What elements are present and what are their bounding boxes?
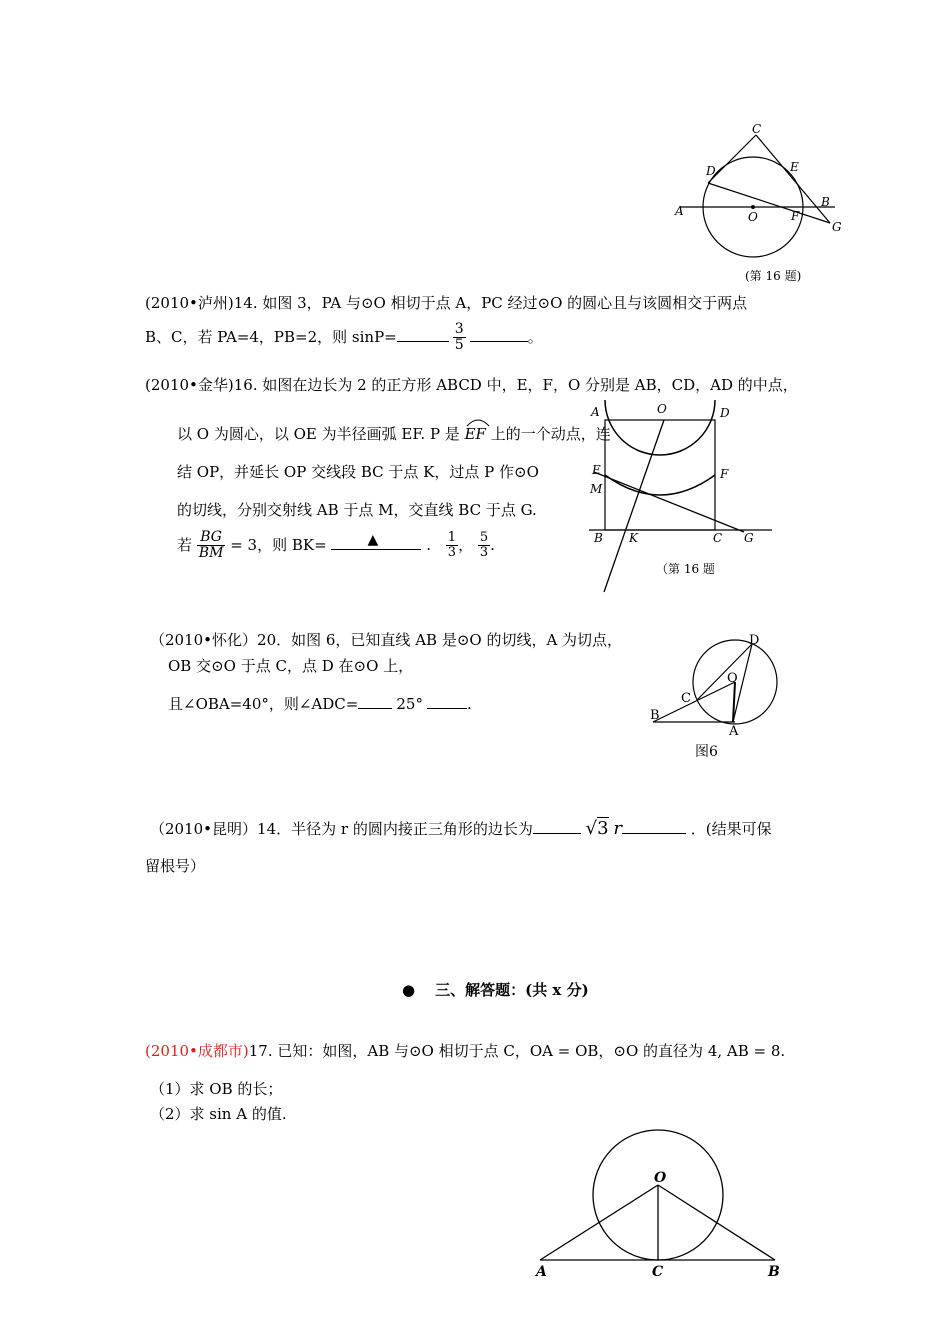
q5-source: (2010•成都市) xyxy=(145,1042,249,1060)
answer-marker: ▲ xyxy=(367,531,379,548)
svg-text:图6: 图6 xyxy=(695,744,718,760)
figure-square xyxy=(584,400,784,595)
q5-sub2: （2）求 sin A 的值. xyxy=(150,1105,287,1123)
section-header: ● 三、解答题：(共 x 分) xyxy=(402,981,589,999)
svg-text:O: O xyxy=(748,210,758,224)
q1-line1: (2010•泸州)14. 如图 3，PA 与⊙O 相切于点 A，PC 经过⊙O 的圆心且与该圆相交于两点 xyxy=(145,294,748,312)
svg-text:F: F xyxy=(720,467,729,481)
q2-line4: 的切线，分别交射线 AB 于点 M，交直线 BC 于点 G. xyxy=(177,501,537,519)
svg-text:D: D xyxy=(706,164,716,178)
svg-text:O: O xyxy=(727,671,738,686)
svg-text:A: A xyxy=(675,204,684,218)
svg-text:E: E xyxy=(592,463,601,477)
svg-text:K: K xyxy=(629,531,638,545)
svg-text:A: A xyxy=(591,405,600,419)
q5-line1: (2010•成都市)17. 已知：如图，AB 与⊙O 相切于点 C，OA = OB，⊙O 的直径为 4, AB = 8. xyxy=(145,1042,786,1060)
svg-text:C: C xyxy=(652,1264,664,1280)
svg-text:（第 16 题: （第 16 题 xyxy=(656,562,715,576)
svg-text:B: B xyxy=(821,195,830,209)
svg-text:G: G xyxy=(744,531,754,545)
svg-text:G: G xyxy=(832,220,842,234)
svg-text:C: C xyxy=(713,531,723,545)
svg-text:B: B xyxy=(768,1264,780,1280)
svg-text:C: C xyxy=(681,691,691,706)
q3-line1: （2010•怀化）20．如图 6，已知直线 AB 是⊙O 的切线，A 为切点， xyxy=(150,631,623,649)
figure-16-circle xyxy=(670,118,850,288)
q3-line2: OB 交⊙O 于点 C，点 D 在⊙O 上， xyxy=(168,657,414,675)
svg-text:D: D xyxy=(720,406,730,420)
arc-ef-label: EF xyxy=(464,425,486,443)
q2-line2: 以 O 为圆心，以 OE 为半径画弧 EF. P 是 EF 上的一个动点，连 xyxy=(177,423,611,444)
q2-line5: 若 $\frac{BG}{BM}$ = 3，则 BK= ▲ . $\frac{1}{3}$ ， $\frac{5}{3}$ . xyxy=(177,529,495,562)
svg-text:O: O xyxy=(657,402,667,416)
svg-text:A: A xyxy=(536,1264,547,1280)
svg-text:B: B xyxy=(650,708,660,723)
label-c: C xyxy=(752,122,762,136)
svg-text:F: F xyxy=(791,209,800,223)
figure-tangent xyxy=(530,1120,790,1280)
svg-text:M: M xyxy=(590,482,603,496)
q5-sub1: （1）求 OB 的长； xyxy=(150,1080,283,1098)
q3-line3: 且∠OBA=40°，则∠ADC= 25° . xyxy=(168,695,472,713)
svg-text:D: D xyxy=(749,633,760,648)
q2-line3: 结 OP，并延长 OP 交线段 BC 于点 K，过点 P 作⊙O xyxy=(177,463,539,481)
svg-text:B: B xyxy=(594,531,603,545)
q4-line2: 留根号） xyxy=(145,857,206,875)
figure-caption: (第 16 题) xyxy=(745,269,802,283)
svg-text:E: E xyxy=(790,160,799,174)
svg-text:O: O xyxy=(654,1170,667,1186)
figure-6 xyxy=(645,632,785,762)
q1-line2: B、C，若 PA=4，PB=2，则 sinP= $\frac{3}{5}$ 。 xyxy=(145,321,543,354)
svg-text:A: A xyxy=(729,724,739,739)
q2-line1: (2010•金华)16. 如图在边长为 2 的正方形 ABCD 中，E，F，O 分别是 AB，CD，AD 的中点， xyxy=(145,376,798,394)
q4-line1: （2010•昆明）14．半径为 r 的圆内接正三角形的边长为 √3 r ．(结果可保 xyxy=(150,818,772,839)
